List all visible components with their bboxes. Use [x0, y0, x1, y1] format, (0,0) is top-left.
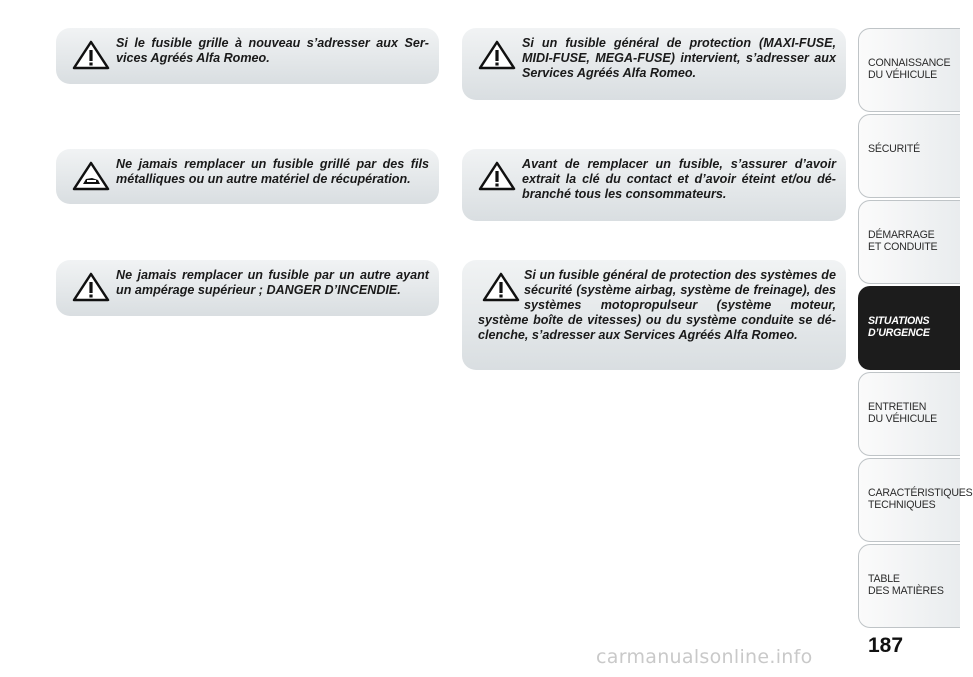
warning-box-metal-wire [56, 149, 439, 204]
tab-label: SÉCURITÉ [868, 143, 920, 155]
warning-triangle-icon [72, 272, 110, 302]
tab-demarrage-et-conduite[interactable] [858, 200, 960, 284]
tab-label: DÉMARRAGE ET CONDUITE [868, 229, 938, 253]
tab-connaissance-du-vehicule[interactable] [858, 28, 960, 112]
tab-label: SITUATIONS D’URGENCE [868, 315, 930, 339]
warning-box-fuse-blows-again [56, 28, 439, 84]
warning-text: Avant de remplacer un fusible, s’assurer d’avoir extrait la clé du contact et d’avoir éteint et/ou dé- branché tous les consommateurs. [522, 157, 836, 201]
warning-box-maxi-fuse [462, 28, 846, 100]
tab-caracteristiques-techniques[interactable] [858, 458, 973, 542]
watermark: carmanualsonline.info [596, 646, 813, 668]
tab-label: CARACTÉRISTIQUES TECHNIQUES [868, 487, 973, 511]
warning-text: Ne jamais remplacer un fusible grillé par des fils métalliques ou un autre matériel de récupération. [116, 157, 429, 186]
warning-box-remove-key [462, 149, 846, 221]
hand-warning-icon [72, 161, 110, 191]
warning-triangle-icon [478, 40, 516, 70]
warning-triangle-icon [72, 40, 110, 70]
warning-box-higher-amperage [56, 260, 439, 316]
warning-text: Si un fusible général de protection des systèmes de sécurité (système airbag, système de freinage), des systèmes motopropulseur (système moteur, système boîte de vitesses) ou du système conduite se dé- clenche, s’adresser aux Services Agréés Alfa Romeo. [478, 268, 836, 342]
page-number: 187 [868, 634, 904, 657]
tab-label: CONNAISSANCE DU VÉHICULE [868, 57, 951, 81]
tab-label: TABLE DES MATIÈRES [868, 573, 944, 597]
warning-text: Si un fusible général de protection (MAXI-FUSE, MIDI-FUSE, MEGA-FUSE) intervient, s’adresser aux Services Agréés Alfa Romeo. [522, 36, 836, 80]
warning-triangle-icon [478, 161, 516, 191]
tab-securite[interactable] [858, 114, 960, 198]
warning-triangle-icon [478, 272, 524, 302]
tab-entretien-du-vehicule[interactable] [858, 372, 960, 456]
tab-label: ENTRETIEN DU VÉHICULE [868, 401, 938, 425]
tab-situations-d-urgence[interactable] [858, 286, 960, 370]
warning-text: Si le fusible grille à nouveau s’adresser aux Ser- vices Agréés Alfa Romeo. [116, 36, 429, 65]
warning-text: Ne jamais remplacer un fusible par un autre ayant un ampérage supérieur ; DANGER D’INCENDIE. [116, 268, 429, 297]
warning-box-safety-systems [462, 260, 846, 370]
tab-table-des-matieres[interactable] [858, 544, 960, 628]
